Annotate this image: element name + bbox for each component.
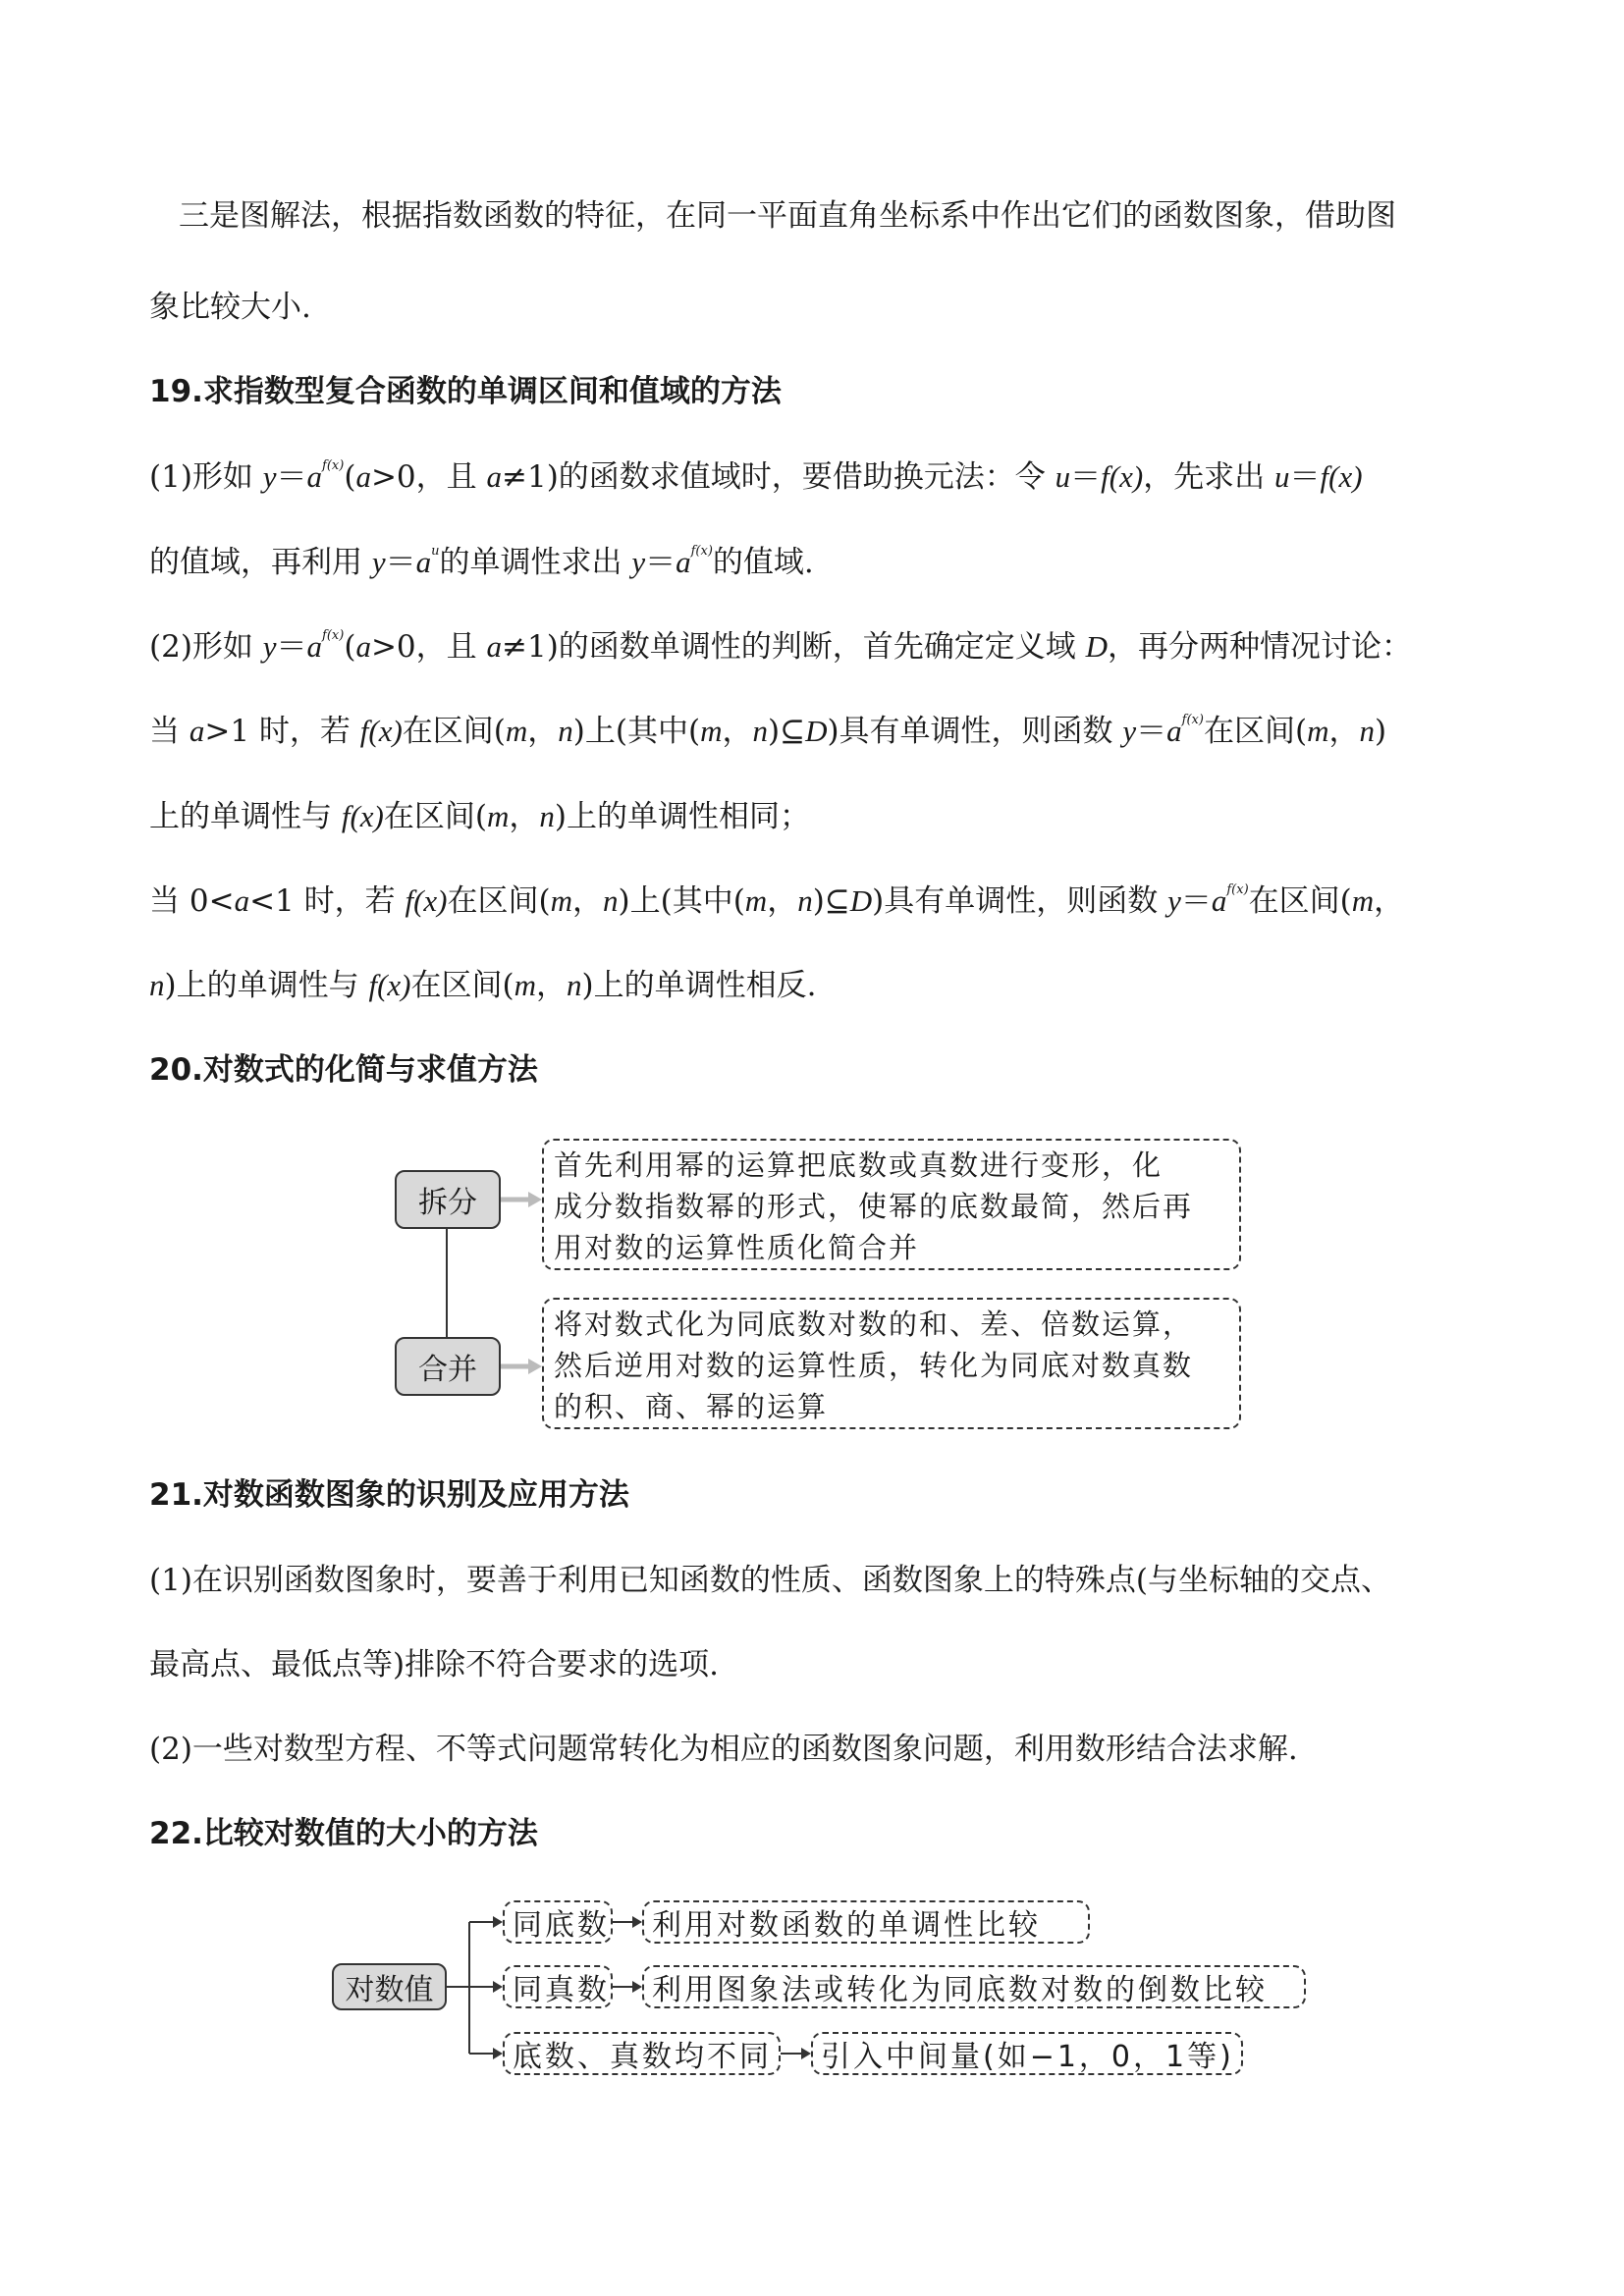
split-text-line: 用对数的运算性质化简合并 (554, 1231, 920, 1264)
same-antilog-method-box: 利用图象法或转化为同底数对数的倒数比较 (642, 1965, 1306, 2008)
split-description (542, 1139, 1241, 1270)
same-base-method-box: 利用对数函数的单调性比较 (642, 1900, 1090, 1944)
paragraph-graphic-method-line2: 象比较大小. (149, 290, 311, 325)
intermediate-value-box: 引入中间量(如−1，0，1等) (811, 2032, 1243, 2075)
split-text-line: 首先利用幂的运算把底数或真数进行变形，化 (554, 1148, 1164, 1182)
split-box: 拆分 (395, 1170, 501, 1229)
log-value-box: 对数值 (332, 1963, 447, 2010)
s19-line-5: 上的单调性与 f(x)在区间(m，n)上的单调性相同； (149, 799, 810, 834)
s21-line-3: (2)一些对数型方程、不等式问题常转化为相应的函数图象问题，利用数形结合法求解. (149, 1732, 1298, 1767)
merge-text-line: 将对数式化为同底数对数的和、差、倍数运算， (554, 1308, 1194, 1341)
s19-line-7: n)上的单调性与 f(x)在区间(m，n)上的单调性相反. (149, 968, 817, 1003)
s19-line-3: (2)形如 $y=a^{f(x)}(a>0$，且 a≠1)的函数单调性的判断，首先确定定义域 D，再分两种情况讨论： (149, 628, 1413, 665)
section-19-title: 19.求指数型复合函数的单调区间和值域的方法 (149, 374, 782, 409)
merge-box: 合并 (395, 1337, 501, 1396)
merge-description (542, 1298, 1241, 1429)
split-text-line: 成分数指数幂的形式，使幂的底数最简，然后再 (554, 1190, 1194, 1223)
same-antilog-box: 同真数 (503, 1965, 613, 2008)
s21-line-2: 最高点、最低点等)排除不符合要求的选项. (149, 1647, 719, 1682)
section-22-title: 22.比较对数值的大小的方法 (149, 1816, 538, 1851)
s19-line-2: 的值域，再利用 $y=a^u$的单调性求出 $y=a^{f(x)}$的值域. (149, 544, 814, 580)
section-20-title: 20.对数式的化简与求值方法 (149, 1052, 538, 1088)
s19-line-4: 当 a>1 时，若 f(x)在区间(m，n)上(其中(m，n)⊆D)具有单调性，则函数 $y=a^{f(x)}$在区间(m，n) (149, 713, 1387, 749)
s19-line-6: 当 0<a<1 时，若 f(x)在区间(m，n)上(其中(m，n)⊆D)具有单调性，则函数 $y=a^{f(x)}$在区间(m， (149, 882, 1405, 919)
s21-line-1: (1)在识别函数图象时，要善于利用已知函数的性质、函数图象上的特殊点(与坐标轴的交点、 (149, 1563, 1392, 1598)
same-base-box: 同底数 (503, 1900, 613, 1944)
merge-text-line: 的积、商、幂的运算 (554, 1390, 829, 1423)
section-21-title: 21.对数函数图象的识别及应用方法 (149, 1477, 629, 1513)
merge-text-line: 然后逆用对数的运算性质，转化为同底对数真数 (554, 1349, 1194, 1382)
different-base-antilog-box: 底数、真数均不同 (503, 2032, 781, 2075)
s19-line-1: (1)形如 $y=a^{f(x)}(a>0$，且 a≠1)的函数求值域时，要借助换元法：令 u＝f(x)，先求出 u＝f(x) (149, 458, 1363, 495)
paragraph-graphic-method-line1: 三是图解法，根据指数函数的特征，在同一平面直角坐标系中作出它们的函数图象，借助图 (179, 198, 1396, 234)
